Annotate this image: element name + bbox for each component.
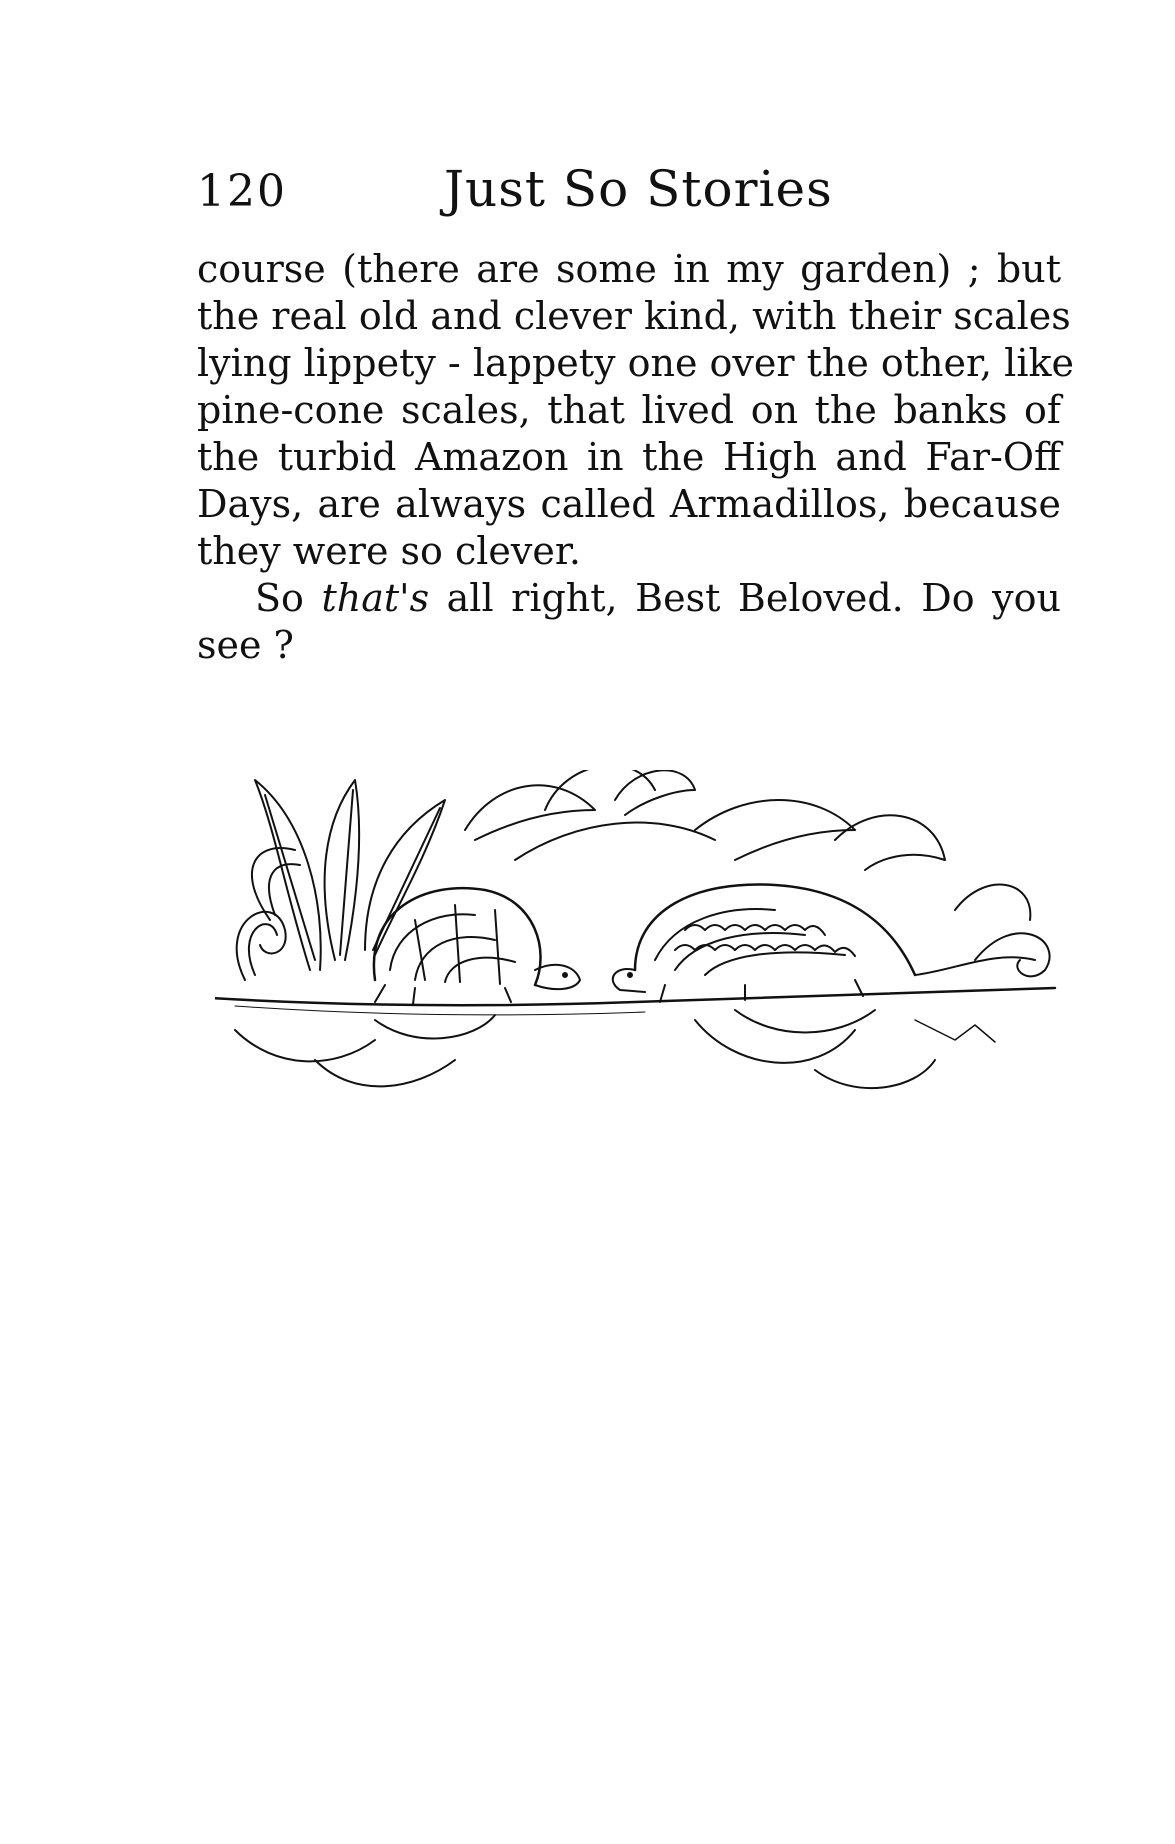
running-title: Just So Stories [444, 160, 833, 218]
text-line: the turbid Amazon in the High and Far-Off [197, 435, 1061, 479]
body-text [197, 246, 1074, 669]
text-line: Days, are always called Armadillos, because [197, 482, 1061, 526]
text-line: lying lippety - lappety one over the other, like [197, 341, 1074, 385]
text-line: see ? [197, 623, 294, 667]
final-paragraph-line [197, 575, 1061, 622]
tortoise-armadillo-illustration [215, 770, 1065, 1150]
italic-text: that's [321, 576, 430, 620]
text-line: pine-cone scales, that lived on the banks of [197, 388, 1061, 432]
page-number: 120 [197, 166, 287, 217]
page-header [197, 160, 1077, 230]
text-run: all right, Best Beloved. Do you [429, 576, 1061, 620]
text-run: So [255, 576, 322, 620]
text-line: course (there are some in my garden) ; but [197, 247, 1061, 291]
text-line: the real old and clever kind, with their scales [197, 294, 1071, 338]
text-line: they were so clever. [197, 529, 581, 573]
